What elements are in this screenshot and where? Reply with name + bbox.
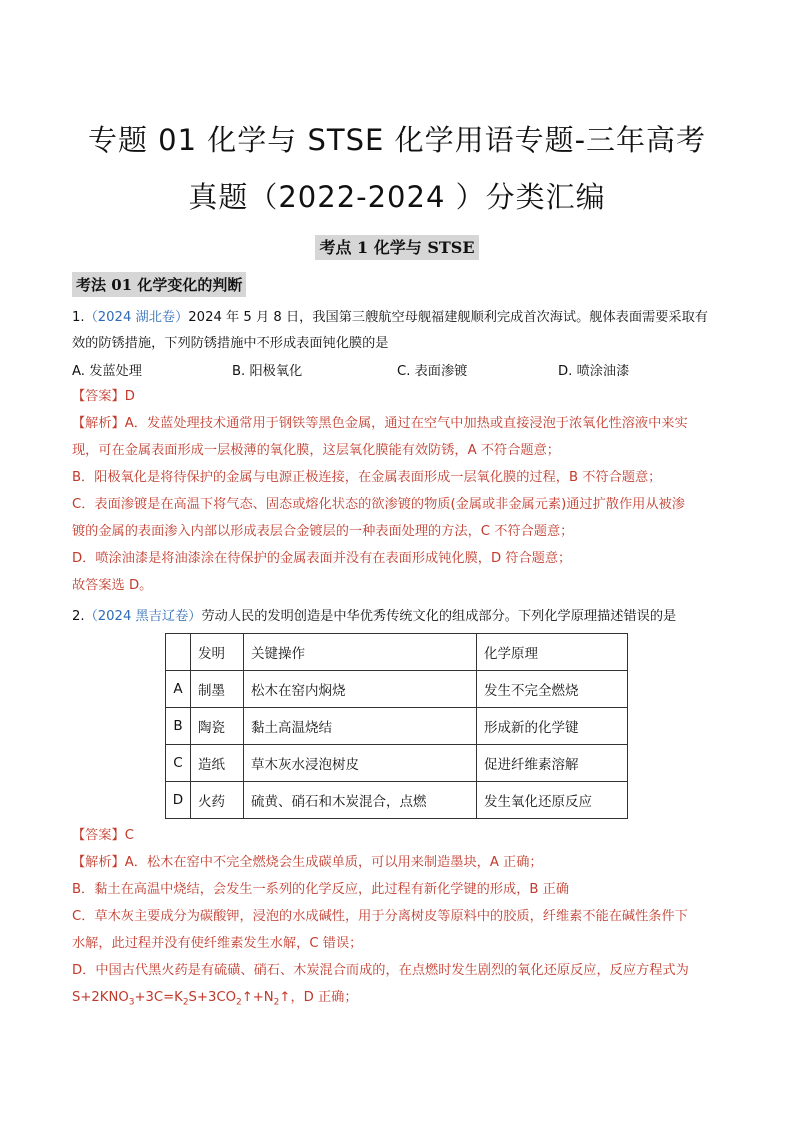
q1-stem-text1: 2024 年 5 月 8 日，我国第三艘航空母舰福建舰顺利完成首次海试。舰体表面需要采取有: [188, 310, 708, 325]
q1-analysis-line2: 现，可在金属表面形成一层极薄的氧化膜，这层氧化膜能有效防锈，A 不符合题意；: [72, 443, 560, 458]
table-cell: 形成新的化学键: [477, 708, 628, 745]
q2-analysis-line3: C．草木灰主要成分为碳酸钾，浸泡的水成碱性，用于分离树皮等原料中的胶质，纤维素不能在碱性条件下: [72, 909, 688, 924]
q1-stem-line2: 效的防锈措施，下列防锈措施中不形成表面钝化膜的是: [72, 336, 389, 351]
q2-analysis-line4: 水解，此过程并没有使纤维素发生水解，C 错误；: [72, 936, 363, 951]
q2-analysis-text1: A．松木在窑中不完全燃烧会生成碳单质，可以用来制造墨块，A 正确；: [124, 855, 543, 870]
q1-option-d: [558, 360, 629, 379]
table-cell: A: [166, 671, 191, 708]
q1-stem-line1: [72, 304, 728, 331]
equation-subscript: 2: [273, 997, 280, 1008]
q1-option-d-key: D.: [558, 364, 573, 379]
table-header-row: [166, 634, 628, 671]
table-row: [166, 745, 628, 782]
q2-source: （2024 黑吉辽卷）: [84, 609, 202, 624]
table-cell: 发生氧化还原反应: [477, 782, 628, 819]
q1-number: 1.: [72, 310, 85, 325]
table-row: [166, 671, 628, 708]
q1-option-b-text: 阳极氧化: [249, 364, 303, 379]
q1-option-a-text: 发蓝处理: [89, 364, 142, 379]
q1-analysis-line7: 故答案选 D。: [72, 578, 153, 593]
equation-part: ↑+N: [241, 990, 274, 1005]
document-title-line1: 专题 01 化学与 STSE 化学用语专题-三年高考: [87, 123, 707, 157]
table-header-cell: 关键操作: [244, 634, 477, 671]
equation-part: S+3CO: [188, 990, 236, 1005]
table-cell: B: [166, 708, 191, 745]
table-cell: 发生不完全燃烧: [477, 671, 628, 708]
q2-table: [165, 633, 628, 819]
table-cell: 松木在窑内焖烧: [244, 671, 477, 708]
q1-source: （2024 湖北卷）: [84, 310, 189, 325]
q2-answer: [72, 822, 728, 849]
table-cell: C: [166, 745, 191, 782]
section-heading: [0, 235, 794, 258]
table-cell: 黏土高温烧结: [244, 708, 477, 745]
q2-analysis-line1: [72, 849, 728, 876]
table-header-cell: 发明: [191, 634, 244, 671]
q2-analysis-line2: B．黏土在高温中烧结，会发生一系列的化学反应，此过程有新化学键的形成，B 正确: [72, 882, 570, 897]
equation-part: +3C=K: [134, 990, 183, 1005]
equation-subscript: 2: [182, 997, 189, 1008]
table-header-cell: 化学原理: [477, 634, 628, 671]
q1-option-b-key: B.: [232, 364, 246, 379]
q2-answer-value: C: [124, 828, 134, 843]
section-heading-label: 考点 1 化学与 STSE: [315, 235, 478, 260]
q1-option-c-key: C.: [397, 364, 411, 379]
table-cell: 造纸: [191, 745, 244, 782]
method-heading: 考法 01 化学变化的判断: [72, 272, 246, 297]
q1-analysis-tag: 【解析】: [72, 416, 125, 431]
q1-analysis-line3: B．阳极氧化是将待保护的金属与电源正极连接，在金属表面形成一层氧化膜的过程，B 不符合题意；: [72, 470, 662, 485]
q1-option-c: [397, 360, 467, 379]
q1-analysis-line4: C．表面渗镀是在高温下将气态、固态或熔化状态的欲渗镀的物质(金属或非金属元素)通过扩散作用从被渗: [72, 497, 685, 512]
q1-option-a-key: A.: [72, 364, 85, 379]
q1-option-d-text: 喷涂油漆: [576, 364, 630, 379]
table-cell: 制墨: [191, 671, 244, 708]
document-title-line2: 真题（2022-2024 ）分类汇编: [188, 180, 606, 214]
q1-analysis-text1: A．发蓝处理技术通常用于钢铁等黑色金属，通过在空气中加热或直接浸泡于浓氧化性溶液中来实: [124, 416, 688, 431]
table-row: [166, 782, 628, 819]
equation-part: S+2KNO: [72, 990, 129, 1005]
equation-subscript: 2: [235, 997, 242, 1008]
q2-analysis-line5: D．中国古代黑火药是有硫磺、硝石、木炭混合而成的，在点燃时发生剧烈的氧化还原反应，反应方程式为: [72, 963, 689, 978]
table-cell: 火药: [191, 782, 244, 819]
q2-equation: [72, 984, 728, 1017]
q2-answer-tag: 【答案】: [72, 828, 125, 843]
q1-analysis-line6: D．喷涂油漆是将油漆涂在待保护的金属表面并没有在表面形成钝化膜，D 符合题意；: [72, 551, 572, 566]
table-cell: 促进纤维素溶解: [477, 745, 628, 782]
table-cell: 硫黄、硝石和木炭混合，点燃: [244, 782, 477, 819]
equation-part: ↑，D 正确；: [279, 990, 358, 1005]
table-cell: 陶瓷: [191, 708, 244, 745]
q1-option-a: [72, 360, 142, 379]
table-cell: 草木灰水浸泡树皮: [244, 745, 477, 782]
q2-stem: [72, 603, 728, 630]
q1-answer-value: D: [124, 389, 135, 404]
table-cell: D: [166, 782, 191, 819]
equation-subscript: 3: [128, 997, 135, 1008]
q1-option-c-text: 表面渗镀: [414, 364, 468, 379]
q2-stem-text: 劳动人民的发明创造是中华优秀传统文化的组成部分。下列化学原理描述错误的是: [201, 609, 677, 624]
q2-number: 2.: [72, 609, 85, 624]
q1-analysis-line1: [72, 410, 728, 437]
q1-answer-tag: 【答案】: [72, 389, 125, 404]
table-header-cell: [166, 634, 191, 671]
table-row: [166, 708, 628, 745]
q1-answer: [72, 383, 728, 410]
q1-option-b: [232, 360, 302, 379]
q1-analysis-line5: 镀的金属的表面渗入内部以形成表层合金镀层的一种表面处理的方法，C 不符合题意；: [72, 524, 574, 539]
q2-analysis-tag: 【解析】: [72, 855, 125, 870]
